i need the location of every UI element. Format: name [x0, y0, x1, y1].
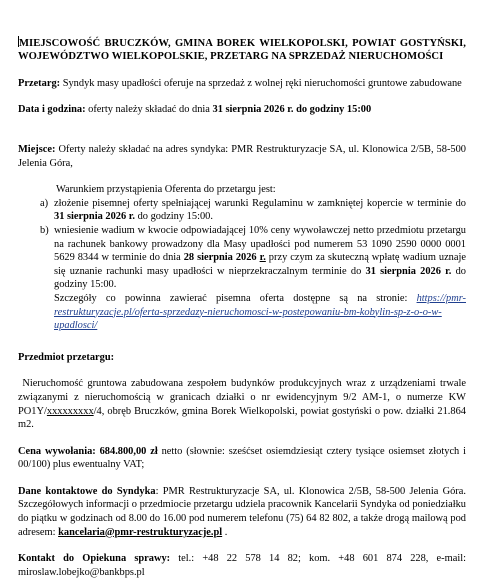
email-link[interactable]: kancelaria@pmr-restrukturyzacje.pl — [58, 526, 223, 538]
list-marker: b) — [40, 224, 49, 236]
kontakt-syndyk-label: Dane kontaktowe do Syndyka — [18, 485, 156, 497]
offer-details-link[interactable]: https://pmr-restrukturyzacje.pl/oferta-sprzedazy-nieruchomosci-w-postepowaniu-bm-kobylin-sp-z-o-o-w-upadlosci/ — [54, 292, 466, 332]
warunki-list — [18, 197, 466, 333]
przedmiot-heading: Przedmiot przetargu: — [18, 351, 115, 363]
przedmiot-paragraph: Nieruchomość gruntowa zabudowana zespołem budynków produkcyjnych wraz z urządzeniami trwale związanymi z nieruchomością w granicach działki o nr ewidencyjnym 9/2 AM-1, o numerze KW PO1Y/xxxxxxxxx/4, obręb Bruczków, gmina Borek Wielkopolski, powiat gostyński o pow. działki 21.864 m2. — [18, 378, 466, 431]
data-date: 31 sierpnia 2026 r. do godziny 15:00 — [212, 104, 372, 116]
miejsce-paragraph — [18, 143, 466, 170]
warunki-intro: Warunkiem przystąpienia Oferenta do przetargu jest: — [56, 184, 276, 196]
list-marker: a) — [40, 197, 49, 209]
przetarg-text: Syndyk masy upadłości oferuje na sprzedaż z wolnej ręki nieruchomości gruntowe zabudowane — [60, 77, 462, 89]
kontakt-opiekun-label: Kontakt do Opiekuna sprawy: — [18, 553, 171, 565]
przetarg-paragraph — [18, 77, 466, 91]
kontakt-syndyk-paragraph: Dane kontaktowe do Syndyka: PMR Restrukturyzacje SA, ul. Klonowica 2/5B, 58-500 Jelenia Góra. Szczegółowych informacji o przedmiocie przetargu udziela pracownik Kancelarii Syndyka od poniedziałku do piątku w godzinach od 8.00 do 16.00 pod numerem telefonu (75) 64 82 802, a także drogą mailową pod adresem: kancelaria@pmr-restrukturyzacje.pl . — [18, 485, 466, 538]
kw-number-hidden: xxxxxxxxx — [46, 405, 94, 417]
data-text: oferty należy składać do dnia — [85, 104, 213, 116]
list-item: a) złożenie pisemnej oferty spełniającej warunki Regulaminu w zamkniętej kopercie w terminie do 31 sierpnia 2026 r. do godziny 15:00. — [40, 197, 466, 223]
miejsce-label: Miejsce: — [18, 144, 56, 155]
kontakt-opiekun-paragraph: Kontakt do Opiekuna sprawy: tel.: +48 22 578 14 82; kom. +48 601 874 228, e-mail: miroslaw.lobejko@bankbps.pl — [18, 553, 466, 578]
cena-label: Cena wywołania: 684.800,00 zł — [18, 445, 158, 457]
cena-paragraph: Cena wywołania: 684.800,00 zł netto (słownie: sześćset osiemdziesiąt cztery tysiące osiemset złotych i 00/100) plus ewentualny VAT; — [18, 445, 466, 471]
list-item: b) wniesienie wadium w kwocie odpowiadającej 10% ceny wywoławczej netto przedmiotu przetargu na rachunek bankowy prowadzony dla Masy upadłości pod numerem 53 1090 2590 0000 0001 5629 8344 w terminie do dnia 28 sierpnia 2026 r. przy czym za skuteczną wpłatę wadium uznaje się uznanie rachunki masy upadłości w nieprzekraczalnym terminie do 31 sierpnia 2026 r. do godziny 15:00. Szczegóły co powinna zawierać pisemna oferta dostępne są na stronie: https://pmr-restrukturyzacje.pl/oferta-sprzedazy-nieruchomosci-w-postepowaniu-bm-kobylin-sp-z-o-o-w-upadlosci/ — [40, 224, 467, 332]
miejsce-text: Oferty należy składać na adres syndyka: PMR Restrukturyzacje SA, ul. Klonowica 2/5B, 58-500 Jelenia Góra, — [18, 144, 466, 169]
document — [18, 36, 466, 579]
data-paragraph — [18, 103, 466, 117]
document-title: MIEJSCOWOŚĆ BRUCZKÓW, GMINA BOREK WIELKOPOLSKI, POWIAT GOSTYŃSKI, WOJEWÓDZTWO WIELKOPOLSKIE, PRZETARG NA SPRZEDAŻ NIERUCHOMOŚCI — [18, 38, 466, 63]
przetarg-label: Przetarg: — [18, 77, 61, 89]
data-label: Data i godzina: — [18, 104, 86, 116]
